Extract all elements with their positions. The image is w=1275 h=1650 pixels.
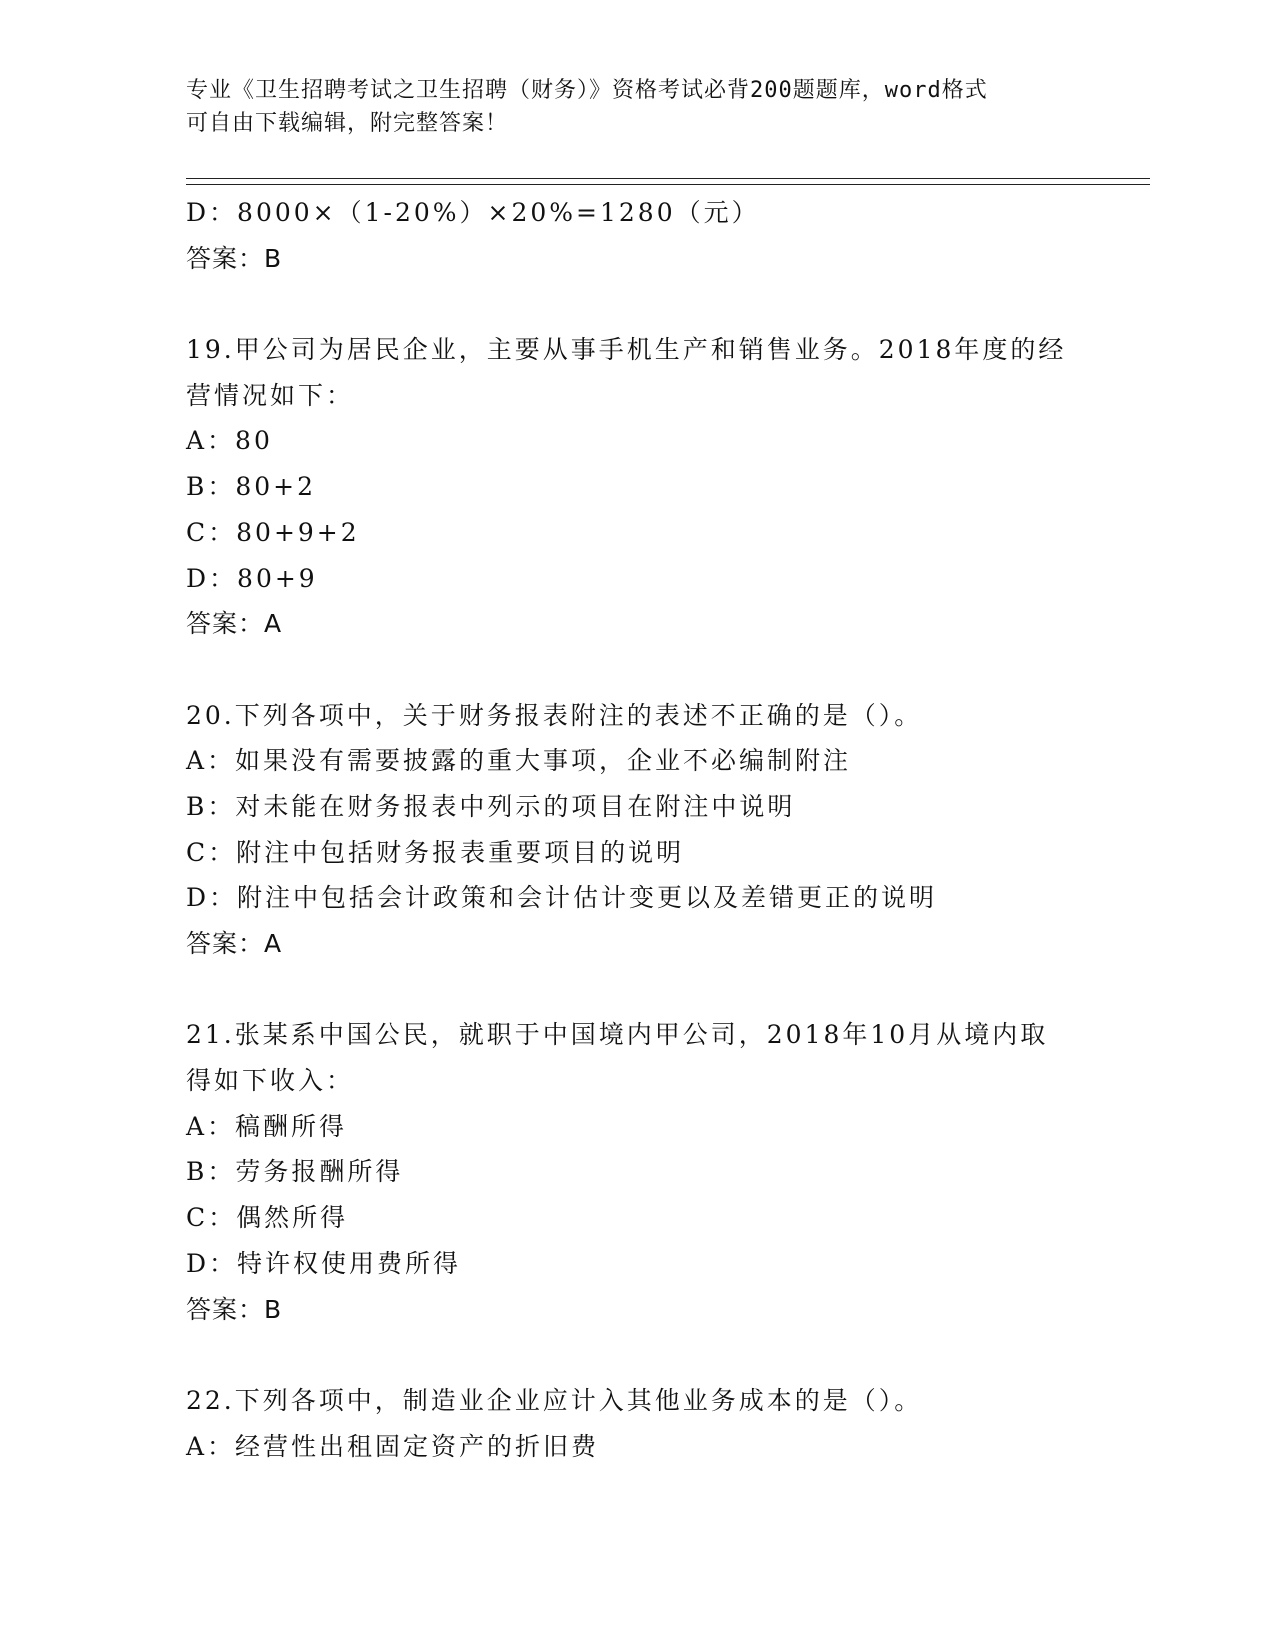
question-20 bbox=[186, 693, 1086, 967]
question-list bbox=[186, 190, 1086, 1469]
option-c: C：80+9+2 bbox=[186, 517, 360, 547]
header-divider-top bbox=[186, 178, 1150, 179]
header-title-line-2: 可自由下载编辑，附完整答案！ bbox=[186, 111, 509, 136]
spacer bbox=[186, 281, 1086, 327]
option-d: D：80+9 bbox=[186, 563, 318, 593]
question-stem: 22.下列各项中，制造业企业应计入其他业务成本的是（）。 bbox=[186, 1385, 923, 1415]
spacer bbox=[186, 1332, 1086, 1378]
option-a: A：如果没有需要披露的重大事项，企业不必编制附注 bbox=[186, 746, 852, 776]
option-c: C：附注中包括财务报表重要项目的说明 bbox=[186, 837, 685, 867]
prev-option-d: D：8000×（1-20%）×20%=1280（元） bbox=[186, 198, 760, 227]
header-divider-bottom bbox=[186, 184, 1150, 185]
option-c: C：偶然所得 bbox=[186, 1203, 349, 1233]
header-title-line-1: 专业《卫生招聘考试之卫生招聘（财务）》资格考试必背200题题库，word格式 bbox=[186, 78, 988, 103]
option-a: A：经营性出租固定资产的折旧费 bbox=[186, 1431, 600, 1461]
question-22 bbox=[186, 1378, 1086, 1469]
question-stem: 19.甲公司为居民企业，主要从事手机生产和销售业务。2018年度的经 bbox=[186, 335, 1067, 365]
document-header bbox=[186, 74, 1066, 140]
question-stem: 21.张某系中国公民，就职于中国境内甲公司，2018年10月从境内取 bbox=[186, 1020, 1049, 1050]
answer: 答案：A bbox=[186, 929, 283, 958]
prev-answer: 答案：B bbox=[186, 243, 283, 273]
question-stem-cont: 得如下收入： bbox=[186, 1066, 355, 1096]
option-a: A：80 bbox=[186, 426, 273, 456]
question-19 bbox=[186, 327, 1086, 647]
answer: 答案：A bbox=[186, 609, 283, 639]
question-21 bbox=[186, 1012, 1086, 1332]
spacer bbox=[186, 647, 1086, 693]
answer: 答案：B bbox=[186, 1294, 283, 1324]
option-b: B：80+2 bbox=[186, 472, 317, 502]
option-b: B：劳务报酬所得 bbox=[186, 1157, 404, 1187]
question-stem-cont: 营情况如下： bbox=[186, 380, 355, 410]
option-a: A：稿酬所得 bbox=[186, 1111, 348, 1141]
spacer bbox=[186, 967, 1086, 1013]
option-d: D：附注中包括会计政策和会计估计变更以及差错更正的说明 bbox=[186, 883, 938, 913]
option-d: D：特许权使用费所得 bbox=[186, 1248, 462, 1278]
option-b: B：对未能在财务报表中列示的项目在附注中说明 bbox=[186, 791, 796, 821]
question-stem: 20.下列各项中，关于财务报表附注的表述不正确的是（）。 bbox=[186, 700, 923, 730]
